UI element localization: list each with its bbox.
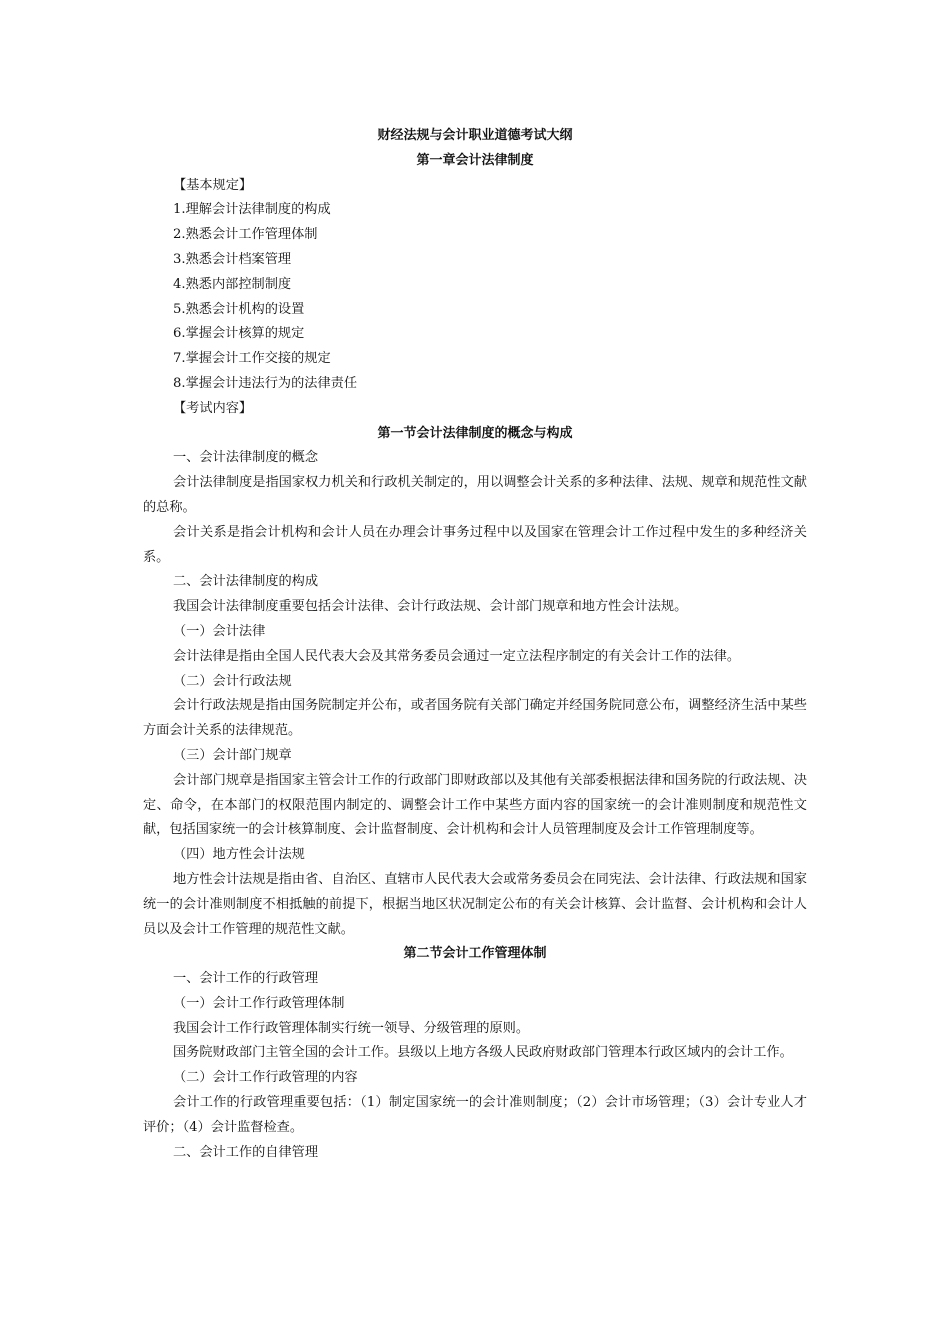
chapter-title: 第一章会计法律制度 [416,152,534,168]
subheading: （二）会计行政法规 [173,673,292,689]
basic-rules-header: 【基本规定】 [173,177,253,193]
subheading: （三）会计部门规章 [173,747,292,763]
document-title: 财经法规与会计职业道德考试大纲 [377,128,573,143]
exam-content-header: 【考试内容】 [173,400,253,416]
heading: 二、会计工作的自律管理 [173,1144,319,1160]
paragraph: 国务院财政部门主管全国的会计工作。县级以上地方各级人民政府财政部门管理本行政区域内的会计工作。 [173,1045,793,1061]
list-item: 1.理解会计法律制度的构成 [173,202,331,218]
subheading: （二）会计工作行政管理的内容 [173,1070,358,1086]
paragraph: 我国会计法律制度重要包括会计法律、会计行政法规、会计部门规章和地方性会计法规。 [173,599,688,615]
list-item: 6.掌握会计核算的规定 [173,326,305,342]
section-title: 第二节会计工作管理体制 [403,946,547,962]
section-title: 第一节会计法律制度的概念与构成 [377,425,573,441]
subheading: （一）会计工作行政管理体制 [173,995,345,1011]
subheading: （四）地方性会计法规 [173,847,305,863]
list-item: 8.掌握会计违法行为的法律责任 [173,375,358,391]
paragraph: 会计部门规章是指国家主管会计工作的行政部门即财政部以及其他有关部委根据法律和国务院的行政法规、决定、命令，在本部门的权限范围内制定的、调整会计工作中某些方面内容的国家统一的会计准则制度和规范性文献，包括国家统一的会计核算制度、会计监督制度、会计机构和会计人员管理制度及会计工作管理制度等。 [143,772,807,838]
list-item: 7.掌握会计工作交接的规定 [173,351,331,367]
paragraph: 我国会计工作行政管理体制实行统一领导、分级管理的原则。 [173,1020,530,1036]
paragraph: 会计关系是指会计机构和会计人员在办理会计事务过程中以及国家在管理会计工作过程中发生的多种经济关系。 [143,524,807,565]
heading: 一、会计法律制度的概念 [173,450,319,466]
paragraph: 地方性会计法规是指由省、自治区、直辖市人民代表大会或常务委员会在同宪法、会计法律、行政法规和国家统一的会计准则制度不相抵触的前提下，根据当地区状况制定公布的有关会计核算、会计监督、会计机构和会计人员以及会计工作管理的规范性文献。 [143,871,807,937]
list-item: 3.熟悉会计档案管理 [173,251,292,267]
paragraph: 会计法律制度是指国家权力机关和行政机关制定的，用以调整会计关系的多种法律、法规、规章和规范性文献的总称。 [143,475,807,515]
document-page [143,124,807,1165]
list-item: 4.熟悉内部控制制度 [173,276,292,292]
paragraph: 会计法律是指由全国人民代表大会及其常务委员会通过一定立法程序制定的有关会计工作的法律。 [173,648,741,664]
list-item: 2.熟悉会计工作管理体制 [173,227,318,243]
heading: 二、会计法律制度的构成 [173,574,319,590]
subheading: （一）会计法律 [173,623,266,639]
paragraph: 会计工作的行政管理重要包括：（1）制定国家统一的会计准则制度；（2）会计市场管理；（3）会计专业人才评价；（4）会计监督检查。 [143,1095,807,1135]
list-item: 5.熟悉会计机构的设置 [173,301,305,317]
paragraph: 会计行政法规是指由国务院制定并公布，或者国务院有关部门确定并经国务院同意公布，调整经济生活中某些方面会计关系的法律规范。 [143,698,807,739]
heading: 一、会计工作的行政管理 [173,971,319,987]
